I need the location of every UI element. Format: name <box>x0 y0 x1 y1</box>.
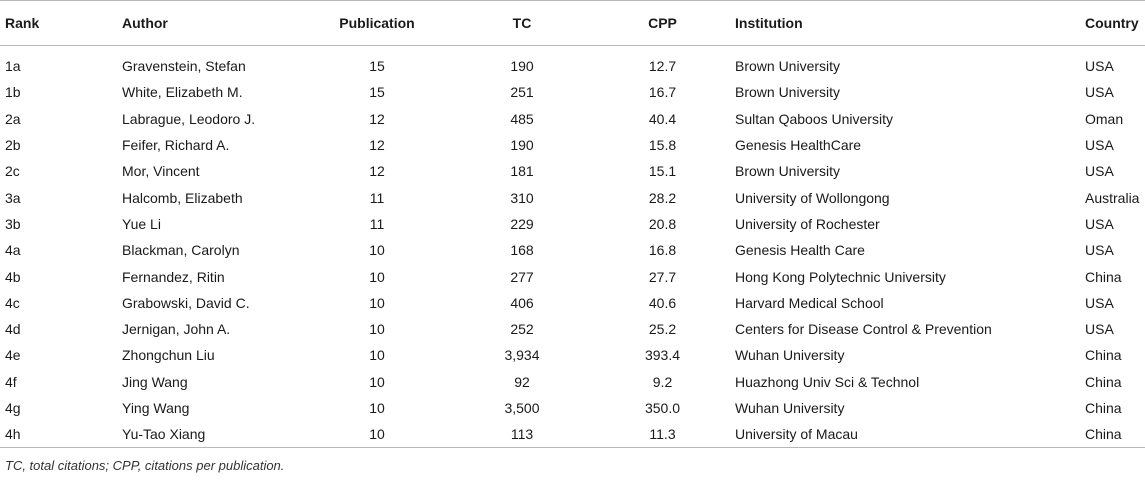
cell-cpp: 40.4 <box>648 110 677 127</box>
cell-institution: Sultan Qaboos University <box>735 110 893 127</box>
cell-cpp: 20.8 <box>648 215 677 232</box>
cell-cpp: 12.7 <box>648 58 677 75</box>
table-header <box>0 1 1145 46</box>
table-row <box>0 158 1145 184</box>
cell-rank: 4a <box>5 242 21 259</box>
cell-rank: 3b <box>5 215 21 232</box>
cell-rank: 2c <box>5 163 20 180</box>
cell-institution: Huazhong Univ Sci & Technol <box>735 373 920 390</box>
cell-tc: 113 <box>454 421 590 448</box>
cell-country: USA <box>1085 242 1114 259</box>
header-rank: Rank <box>0 1 122 46</box>
cell-tc: 251 <box>510 84 534 101</box>
cell-institution: Brown University <box>735 84 841 101</box>
header-author: Author <box>122 1 300 46</box>
cell-country: USA <box>1085 163 1114 180</box>
cell-institution: Wuhan University <box>735 347 845 364</box>
cell-tc: 310 <box>510 189 534 206</box>
cell-rank: 4h <box>0 421 122 448</box>
table-row <box>0 369 1145 395</box>
cell-institution: Genesis HealthCare <box>735 137 862 154</box>
header-cpp: CPP <box>590 1 735 46</box>
table-row <box>0 132 1145 158</box>
cell-tc: 277 <box>510 268 534 285</box>
cell-author: Yue Li <box>122 215 161 232</box>
header-row <box>0 1 1145 46</box>
cell-country: USA <box>1085 137 1114 154</box>
cell-institution: University of Rochester <box>735 215 880 232</box>
cell-tc: 3,500 <box>504 400 540 416</box>
cell-author: Mor, Vincent <box>122 163 200 180</box>
table-row <box>0 211 1145 237</box>
cell-rank: 1b <box>5 84 21 101</box>
table-body <box>0 46 1145 448</box>
cell-author: Jernigan, John A. <box>122 321 231 338</box>
spacer-row <box>0 46 1145 54</box>
table-row <box>0 395 1145 421</box>
cell-country: China <box>1085 421 1145 448</box>
spacer-cell <box>0 46 1145 54</box>
table-row <box>0 237 1145 263</box>
table-row <box>0 53 1145 79</box>
cell-institution: Brown University <box>735 163 841 180</box>
cell-tc: 406 <box>510 294 534 311</box>
cell-tc: 485 <box>510 110 534 127</box>
cell-country: USA <box>1085 58 1114 75</box>
cell-publication: 12 <box>369 163 385 180</box>
cell-tc: 229 <box>510 215 534 232</box>
cell-tc: 3,934 <box>504 347 540 364</box>
header-tc: TC <box>454 1 590 46</box>
cell-publication: 11 <box>369 215 385 232</box>
cell-rank: 4c <box>5 294 20 311</box>
cell-institution: Brown University <box>735 58 841 75</box>
cell-rank: 1a <box>5 58 21 75</box>
cell-country: China <box>1085 347 1122 364</box>
table-footnote: TC, total citations; CPP, citations per publication. <box>5 458 285 474</box>
cell-country: USA <box>1085 84 1114 101</box>
cell-publication: 10 <box>369 400 385 416</box>
cell-publication: 10 <box>369 321 385 338</box>
cell-author: Feifer, Richard A. <box>122 137 230 154</box>
cell-country: USA <box>1085 215 1114 232</box>
cell-cpp: 28.2 <box>648 189 677 206</box>
cell-author: Jing Wang <box>122 373 188 390</box>
table-row <box>0 316 1145 342</box>
cell-tc: 181 <box>510 163 534 180</box>
cell-cpp: 15.1 <box>648 163 677 180</box>
cell-country: China <box>1085 268 1122 285</box>
cell-author: Ying Wang <box>122 400 190 416</box>
cell-country: Australia <box>1085 189 1140 206</box>
cell-institution: University of Wollongong <box>735 189 890 206</box>
cell-tc: 168 <box>510 242 534 259</box>
cell-publication: 12 <box>369 110 385 127</box>
header-country: Country <box>1085 1 1145 46</box>
cell-tc: 252 <box>510 321 534 338</box>
cell-publication: 11 <box>369 189 385 206</box>
cell-publication: 10 <box>369 294 385 311</box>
cell-author: Halcomb, Elizabeth <box>122 189 243 206</box>
cell-author: Fernandez, Ritin <box>122 268 225 285</box>
cell-institution: Hong Kong Polytechnic University <box>735 268 946 285</box>
cell-institution: Harvard Medical School <box>735 294 884 311</box>
cell-country: USA <box>1085 294 1114 311</box>
cell-institution: Wuhan University <box>735 400 845 416</box>
cell-institution: Genesis Health Care <box>735 242 865 259</box>
cell-tc: 92 <box>514 373 530 390</box>
table-row <box>0 106 1145 132</box>
cell-cpp: 40.6 <box>648 294 677 311</box>
cell-author: Yu-Tao Xiang <box>122 421 300 448</box>
cell-rank: 4g <box>5 400 21 416</box>
table-row <box>0 79 1145 105</box>
cell-country: China <box>1085 373 1122 390</box>
cell-country: Oman <box>1085 110 1124 127</box>
cell-publication: 10 <box>300 421 454 448</box>
cell-rank: 3a <box>5 189 21 206</box>
cell-author: Labrague, Leodoro J. <box>122 110 256 127</box>
cell-cpp: 9.2 <box>652 373 673 390</box>
cell-publication: 10 <box>369 242 385 259</box>
table-row <box>0 342 1145 368</box>
header-publication: Publication <box>300 1 454 46</box>
table-row <box>0 263 1145 289</box>
cell-rank: 2a <box>5 110 21 127</box>
cell-institution: University of Macau <box>735 421 1085 448</box>
cell-publication: 15 <box>369 58 385 75</box>
cell-rank: 4b <box>5 268 21 285</box>
cell-country: China <box>1085 400 1122 416</box>
cell-cpp: 393.4 <box>644 347 681 364</box>
cell-publication: 12 <box>369 137 385 154</box>
cell-cpp: 16.8 <box>648 242 677 259</box>
cell-author: Blackman, Carolyn <box>122 242 240 259</box>
cell-publication: 10 <box>369 347 385 364</box>
cell-author: White, Elizabeth M. <box>122 84 243 101</box>
table-row <box>0 421 1145 448</box>
cell-cpp: 25.2 <box>648 321 677 338</box>
table-row <box>0 184 1145 210</box>
cell-publication: 15 <box>369 84 385 101</box>
cell-author: Gravenstein, Stefan <box>122 58 246 75</box>
cell-rank: 4d <box>5 321 21 338</box>
cell-rank: 4f <box>5 373 17 390</box>
cell-publication: 10 <box>369 268 385 285</box>
cell-cpp: 16.7 <box>648 84 677 101</box>
cell-cpp: 15.8 <box>648 137 677 154</box>
cell-tc: 190 <box>510 137 534 154</box>
cell-cpp: 11.3 <box>590 421 735 448</box>
cell-country: USA <box>1085 321 1114 338</box>
cell-cpp: 350.0 <box>644 400 681 416</box>
cell-institution: Centers for Disease Control & Prevention <box>735 321 992 338</box>
cell-rank: 4e <box>5 347 21 364</box>
header-institution: Institution <box>735 1 1085 46</box>
table-row <box>0 290 1145 316</box>
cell-publication: 10 <box>369 373 385 390</box>
cell-author: Grabowski, David C. <box>122 294 250 311</box>
cell-author: Zhongchun Liu <box>122 347 215 364</box>
cell-cpp: 27.7 <box>648 268 677 285</box>
cell-rank: 2b <box>5 137 21 154</box>
cell-tc: 190 <box>510 58 534 75</box>
